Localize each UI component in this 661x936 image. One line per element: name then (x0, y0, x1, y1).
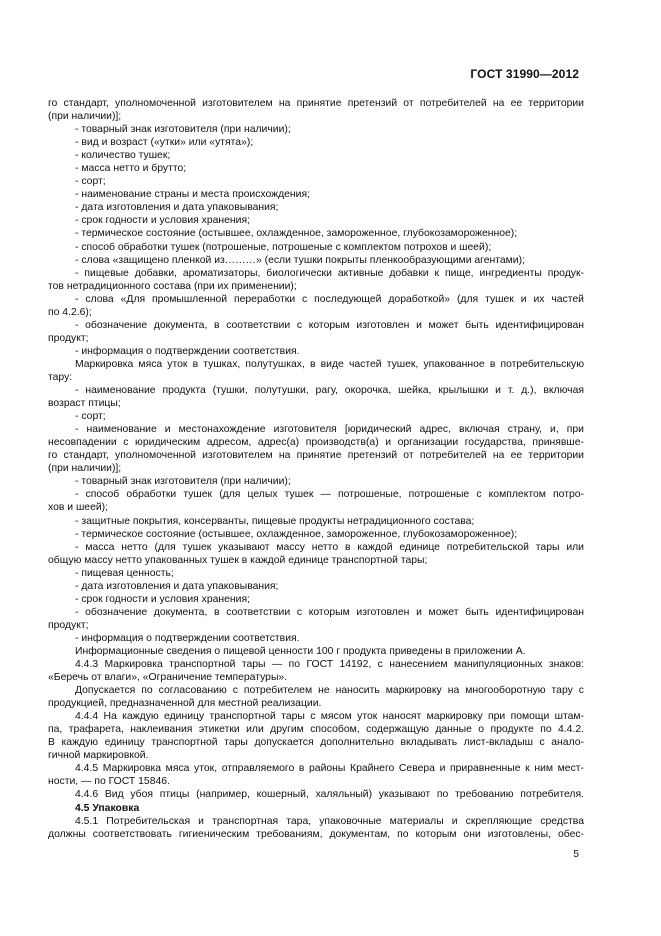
list-item-line: - информация о подтверждении соответствия. (75, 632, 300, 644)
list-item-line: - способ обработки тушек (для целых тушек — потрошеные, потрошеные с комплектом потро- (75, 489, 584, 501)
list-item-line: - термическое состояние (остывшее, охлажденное, замороженное, глубокозамороженное); (75, 528, 518, 540)
text-line: ности, — по ГОСТ 15846. (48, 776, 170, 788)
body-text (48, 97, 584, 841)
text-line: по 4.2.6); (48, 306, 92, 318)
text-line: 4.4.5 Маркировка мяса уток, отправляемого в районы Крайнего Севера и приравненные к ним мест- (75, 763, 584, 775)
text-line: продукцией, предназначенной для местной реализации. (48, 698, 322, 710)
list-item-line: - срок годности и условия хранения; (75, 215, 250, 227)
list-item-line: - пищевая ценность; (75, 567, 174, 579)
list-item-line: - сорт; (75, 411, 106, 423)
text-line: хов и шеей); (48, 502, 108, 514)
text-line: 4.4.4 На каждую единицу транспортной тары с мясом уток наносят маркировку при помощи штам- (75, 711, 584, 723)
text-line: продукт; (48, 619, 89, 631)
list-item-line: - количество тушек; (75, 150, 171, 162)
list-item-line: - слова «Для промышленной переработки с последующей доработкой» (для тушек и их частей (75, 293, 584, 305)
list-item-line: - слова «защищено пленкой из………» (если тушки покрыты пленкообразующими агентами); (75, 254, 525, 266)
text-line: 4.4.3 Маркировка транспортной тары — по ГОСТ 14192, с нанесением манипуляционных знаков: (75, 659, 584, 671)
page-number: 5 (573, 849, 579, 860)
list-item-line: - наименование и местонахождение изготовителя [юридический адрес, включая страну, и, при (75, 424, 584, 436)
list-item-line: - масса нетто и брутто; (75, 163, 187, 175)
section-heading: 4.5 Упаковка (75, 802, 140, 814)
list-item-line: - срок годности и условия хранения; (75, 593, 250, 605)
text-line: тов нетрадиционного состава (при их применении); (48, 280, 297, 292)
text-line: (при наличии)]; (48, 111, 122, 123)
text-line: В каждую единицу транспортной тары допускается дополнительно вкладывать лист-вкладыш с анало- (48, 737, 584, 749)
list-item-line: - наименование страны и места происхождения; (75, 189, 310, 201)
list-item-line: - вид и возраст («утки» или «утята»); (75, 137, 254, 149)
text-line: па, трафарета, наклеивания этикетки или другим способом, содержащую данные о продукте по 4.4.2. (48, 724, 584, 736)
list-item-line: - масса нетто (для тушек указывают массу нетто в каждой единице потребительской тары или (75, 541, 584, 553)
list-item-line: - пищевые добавки, ароматизаторы, биологически активные добавки к пище, ингредиенты продук- (75, 267, 584, 279)
list-item-line: - товарный знак изготовителя (при наличии); (75, 124, 291, 136)
text-line: го стандарт, уполномоченной изготовителем на принятие претензий от потребителей на ее территории (48, 98, 584, 109)
list-item-line: - дата изготовления и дата упаковывания; (75, 202, 279, 214)
text-line: го стандарт, уполномоченной изготовителем на принятие претензий от потребителей на ее территории (48, 450, 584, 462)
list-item-line: - защитные покрытия, консерванты, пищевые продукты нетрадиционного состава; (75, 515, 475, 527)
list-item-line: - способ обработки тушек (потрошеные, потрошеные с комплектом потрохов и шеей); (75, 241, 492, 253)
text-line: тару: (48, 371, 73, 383)
text-line: 4.5.1 Потребительская и транспортная тара, упаковочные материалы и скрепляющие средства (75, 815, 584, 827)
text-line: Маркировка мяса уток в тушках, полутушках, в виде частей тушек, упакованное в потребительскую (75, 358, 584, 370)
list-item-line: - дата изготовления и дата упаковывания; (75, 580, 279, 592)
text-line: несовпадении с юридическим адресом, адрес(а) производств(а) и организации государства, принявше- (48, 437, 584, 449)
text-line: продукт; (48, 332, 89, 344)
list-item-line: - наименование продукта (тушки, полутушки, рагу, окорочка, шейка, крылышки и т. д.), включая (75, 385, 584, 397)
list-item-line: - информация о подтверждении соответствия. (75, 345, 300, 357)
text-line: (при наличии)]; (48, 463, 122, 475)
standard-code-header: ГОСТ 31990—2012 (470, 67, 579, 81)
text-line: 4.4.6 Вид убоя птицы (например, кошерный, халяльный) указывают по требованию потребителя. (75, 789, 584, 801)
list-item-line: - сорт; (75, 176, 106, 188)
text-line: «Беречь от влаги», «Ограничение температуры». (48, 672, 288, 684)
text-line: возраст птицы; (48, 398, 121, 410)
list-item-line: - товарный знак изготовителя (при наличии); (75, 476, 291, 488)
list-item-line: - обозначение документа, в соответствии с которым изготовлен и может быть идентифицирован (75, 319, 584, 331)
text-line: Информационные сведения о пищевой ценности 100 г продукта приведены в приложении А. (75, 645, 526, 657)
text-line: Допускается по согласованию с потребителем не наносить маркировку на многооборотную тару с (75, 685, 584, 697)
list-item-line: - обозначение документа, в соответствии с которым изготовлен и может быть идентифицирован (75, 606, 584, 618)
text-line: гичной маркировкой. (48, 750, 149, 762)
text-line: должны соответствовать гигиеническим требованиям, документам, по которым они изготовлены, обес- (48, 828, 584, 840)
list-item-line: - термическое состояние (остывшее, охлажденное, замороженное, глубокозамороженное); (75, 228, 518, 240)
text-line: общую массу нетто упакованных тушек в каждой единице транспортной тары; (48, 554, 428, 566)
